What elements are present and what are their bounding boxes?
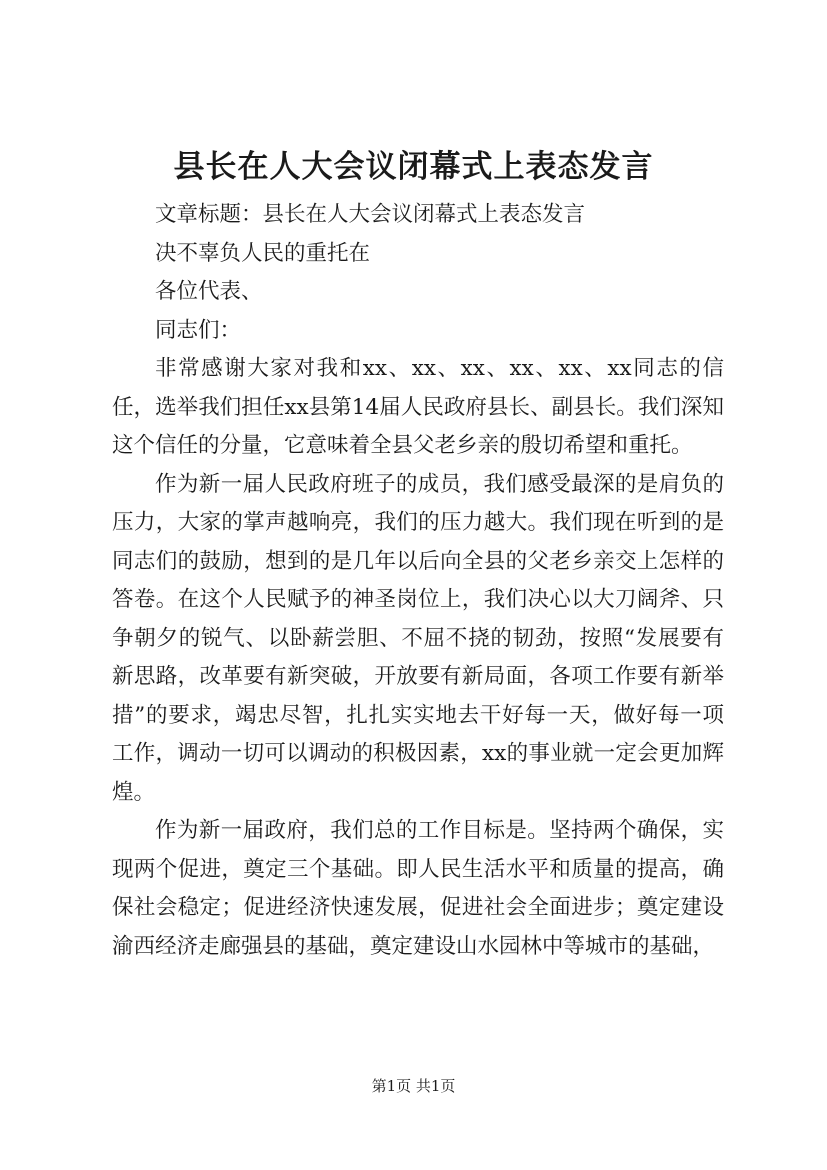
paragraph-pressure: 作为新一届人民政府班子的成员，我们感受最深的是肩负的压力，大家的掌声越响亮，我们的压力越大。我们现在听到的是同志们的鼓励，想到的是几年以后向全县的父老乡亲交上怎样的答卷。在这个人民赋予的神圣岗位上，我们决心以大刀阔斧、只争朝夕的锐气、以卧薪尝胆、不屈不挠的韧劲，按照“发展要有新思路，改革要有新突破，开放要有新局面，各项工作要有新举措”的要求，竭忠尽智，扎扎实实地去干好每一天，做好每一项工作，调动一切可以调动的积极因素，xx的事业就一定会更加辉煌。 (112, 471, 724, 805)
subtitle-line: 决不辜负人民的重托在 (155, 240, 371, 266)
document-title: 县长在人大会议闭幕式上表态发言 (173, 149, 654, 185)
paragraph-thanks: 非常感谢大家对我和xx、xx、xx、xx、xx、xx同志的信任，选举我们担任xx县第14届人民政府县长、副县长。我们深知这个信任的分量，它意味着全县父老乡亲的殷切希望和重托。 (112, 356, 724, 458)
salutation-comrades: 同志们： (155, 317, 242, 343)
paragraph-goals: 作为新一届政府，我们总的工作目标是。坚持两个确保，实现两个促进，奠定三个基础。即人民生活水平和质量的提高，确保社会稳定；促进经济快速发展，促进社会全面进步；奠定建设渝西经济走廊强县的基础，奠定建设山水园林中等城市的基础， (112, 818, 724, 959)
page-footer: 第1页 共1页 (371, 1077, 456, 1095)
article-title-line: 文章标题：县长在人大会议闭幕式上表态发言 (155, 202, 586, 227)
salutation-delegates: 各位代表、 (155, 279, 263, 304)
document-body (112, 196, 724, 966)
